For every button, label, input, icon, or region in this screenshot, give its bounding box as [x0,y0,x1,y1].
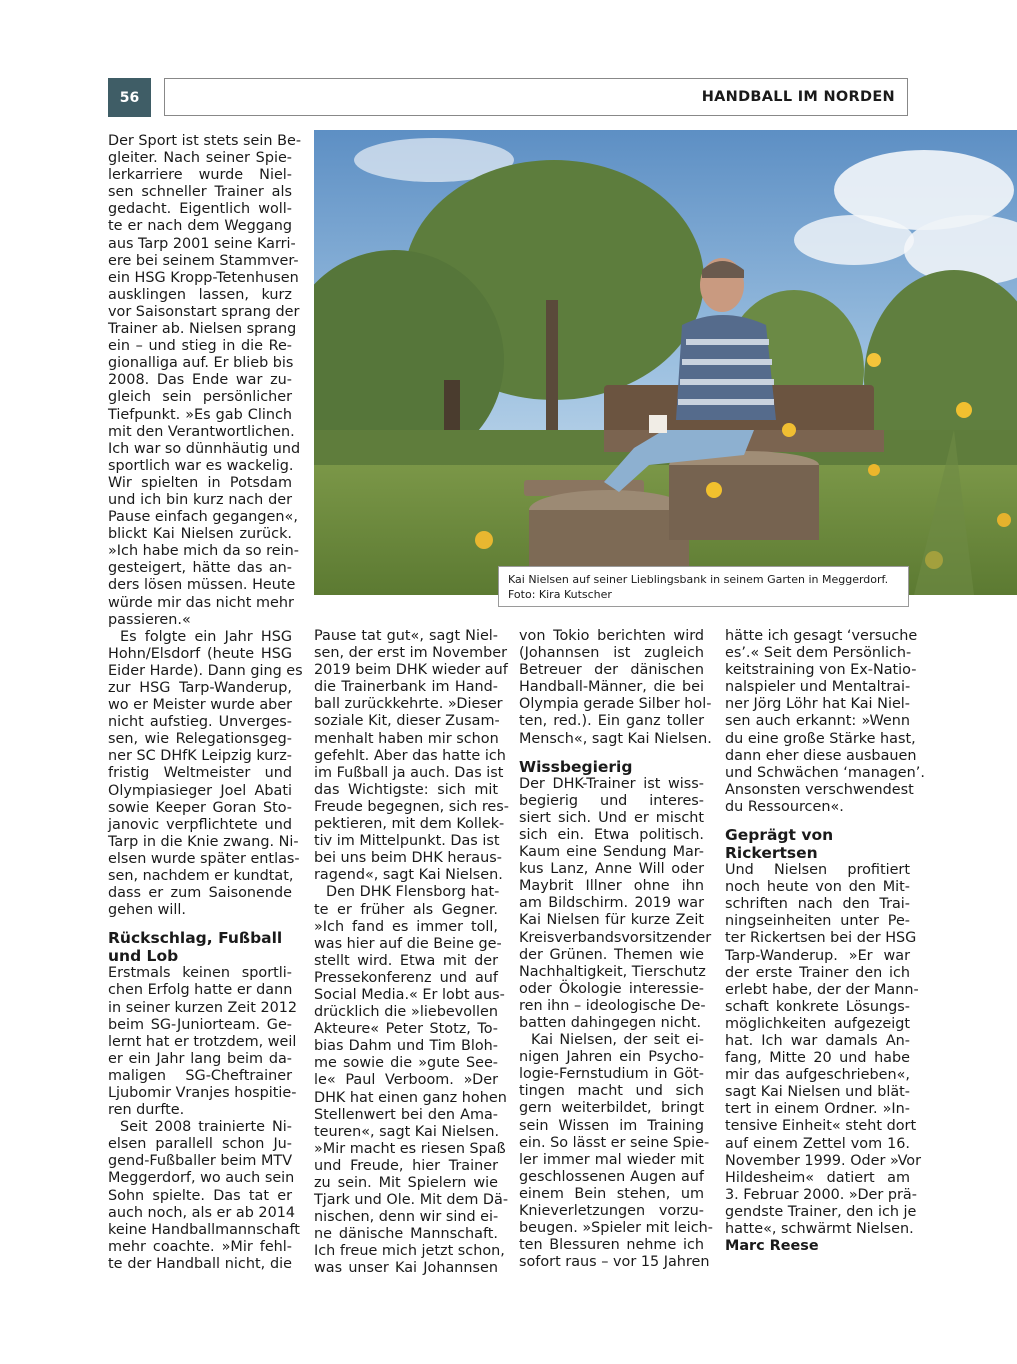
text-line: möglichkeiten aufgezeigt [725,1015,910,1032]
text-line: ein HSG Kropp-Tetenhusen [108,269,299,286]
text-line: du eine große Stärke hast, [725,730,916,747]
text-line: Social Media.« Er lobt aus- [314,986,505,1003]
text-line: Freude begegnen, sich res- [314,798,509,815]
text-line: Seit 2008 trainierte Ni- [120,1119,292,1136]
text-line: gesteigert, hätte das an- [108,560,292,577]
text-line: logie-Fernstudium in Göt- [519,1066,704,1083]
text-line: batten dahingegen nicht. [519,1014,702,1031]
text-line: ren ihn – ideologische De- [519,997,706,1014]
text-line: Stellenwert bei den Ama- [314,1106,498,1123]
text-line: aus Tarp 2001 seine Karri- [108,235,296,252]
text-line: von Tokio berichten wird [519,628,704,644]
text-line: beugen. »Spieler mit leich- [519,1220,713,1237]
text-line: me sowie die »gute See- [314,1055,498,1072]
text-line: (Johannsen ist zugleich [519,645,704,662]
text-line: mir das aufgeschrieben«, [725,1067,910,1084]
text-line: in seiner kurzen Zeit 2012 [108,999,298,1016]
text-line: es’.« Seit dem Persönlich- [725,645,912,662]
subheading: und Lob [108,947,179,966]
text-line: keine Handballmannschaft [108,1221,300,1238]
text-line: Ljubomir Vranjes hospitie- [108,1084,297,1101]
text-line: du Ressourcen«. [725,798,844,815]
text-line: am Bildschirm. 2019 war [519,895,704,912]
text-line: teuren«, sagt Kai Nielsen. [314,1123,500,1140]
text-line: dass er zum Saisonende [108,885,292,902]
text-line: menhalt haben mir schon [314,730,499,747]
text-line: gleiter. Nach seiner Spie- [108,150,292,167]
text-line: noch heute von den Mit- [725,879,910,896]
text-line: te der Handball nicht, die [108,1255,292,1272]
text-line: Pressekonferenz und auf [314,969,498,986]
article-column-3 [519,628,713,1271]
text-line: ler immer mal wieder mit [519,1151,704,1168]
text-line: der erste Trainer den ich [725,964,910,981]
text-line: Maybrit Illner ohne ihn [519,878,704,895]
text-line: keitstraining von Ex-Natio- [725,662,917,679]
text-line: ne dänische Mannschaft. [314,1226,498,1243]
subheading: Rückschlag, Fußball [108,929,283,948]
text-line: Meggerdorf, wo auch sein [108,1170,295,1187]
text-line: ders lösen müssen. Heute [108,577,296,594]
text-line: Der Sport ist stets sein Be- [108,133,302,149]
text-line: maligen SG-Cheftrainer [108,1067,292,1084]
text-line: Sohn spielte. Das tat er [108,1187,292,1204]
text-line: Betreuer der dänischen [519,662,704,679]
text-line: Wir spielten in Potsdam [108,474,292,491]
text-line: tingen macht und sich [519,1083,704,1100]
text-line: ten Blessuren nehme ich [519,1237,704,1254]
text-line: tert in einem Ordner. »In- [725,1101,910,1118]
text-line: ragend«, sagt Kai Nielsen. [314,867,503,884]
text-line: elsen wurde später entlas- [108,850,300,867]
text-line: hatte«, schwärmt Nielsen. [725,1221,914,1237]
text-line: erlebt habe, der der Mann- [725,981,919,998]
text-line: Tjark und Ole. Mit dem Dä- [314,1192,509,1209]
text-line: nalspieler und Mentaltrai- [725,679,911,696]
text-line: Olympiasieger Joel Abati [108,782,292,799]
text-line: nigen Jahren ein Psycho- [519,1049,704,1066]
section-title: HANDBALL IM NORDEN [701,89,895,105]
author-byline: Marc Reese [725,1238,819,1255]
text-line: ein – und stieg in die Re- [108,338,292,355]
text-line: und Schwächen ‘managen’. [725,764,925,781]
text-line: »Mir macht es riesen Spaß [314,1140,506,1157]
text-line: Knieverletzungen vorzu- [519,1203,704,1219]
text-line: gleich sein persönlicher [108,389,292,406]
text-line: schaft konkrete Lösungs- [725,998,910,1015]
text-line: einem Bein stehen, um [519,1185,704,1202]
text-line: 3. Februar 2000. »Der prä- [725,1186,917,1203]
text-line: und ich bin kurz nach der [108,491,292,508]
text-line: mit den Verantwortlichen. [108,423,295,440]
text-line: le« Paul Verboom. »Der [314,1072,498,1089]
text-line: auch noch, als er ab 2014 [108,1204,296,1221]
text-line: gehen will. [108,902,186,919]
text-line: Tiefpunkt. »Es gab Clinch [108,406,292,423]
text-line: ner SC DHfK Leipzig kurz- [108,748,292,765]
text-line: gend-Fußballer beim MTV [108,1153,293,1170]
text-line: hätte ich gesagt ‘versuche [725,628,918,644]
text-line: mehr coachte. »Mir fehl- [108,1238,292,1255]
paragraph-gap [519,748,704,758]
text-line: ere bei seinem Stammver- [108,252,299,269]
text-line: wo er Meister wurde aber [108,697,293,714]
text-line: janovic verpflichtete und [108,816,292,833]
text-line: lerkarriere wurde Niel- [108,167,292,184]
text-line: zur HSG Tarp-Wanderup, [108,680,292,696]
text-line: kus Lanz, Anne Will oder [519,861,704,878]
text-line: »Ich habe mich da so rein- [108,543,299,560]
paragraph-gap [108,919,292,929]
text-line: gern weiterbildet, bringt [519,1100,704,1117]
text-line: sein Wissen im Training [519,1117,704,1134]
subheading: Geprägt von [725,826,834,845]
text-line: dann eher diese ausbauen [725,747,917,764]
text-line: Den DHK Flensborg hat- [326,884,500,901]
text-line: stellt wird. Etwa mit der [314,952,498,969]
text-line: elsen parallell schon Ju- [108,1136,292,1153]
article-photo [314,130,1017,595]
text-line: November 1999. Oder »Vor [725,1152,922,1169]
text-line: oder Ökologie interessie- [519,980,704,997]
article-column-2 [314,628,509,1278]
text-line: Kreisverbandsvorsitzender [519,929,712,946]
text-line: ball zurückkehrte. »Dieser [314,696,503,713]
text-line: sen schneller Trainer als [108,184,292,201]
text-line: 2019 beim DHK wieder auf [314,662,508,679]
text-line: gendste Trainer, den ich je [725,1203,917,1220]
text-line: bei uns beim DHK heraus- [314,850,502,867]
text-line: sowie Keeper Goran Sto- [108,799,292,816]
text-line: pektieren, mit dem Kollek- [314,816,505,833]
article-column-1 [108,133,303,1273]
text-line: Pause einfach gegangen«, [108,509,298,526]
text-line: Tarp in die Knie zwang. Ni- [108,833,299,850]
subheading: Wissbegierig [519,757,633,776]
text-line: der Grünen. Themen wie [519,946,704,963]
text-line: Akteure« Peter Stotz, To- [314,1021,498,1038]
text-line: ningseinheiten unter Pe- [725,913,910,930]
text-line: Trainer ab. Nielsen sprang [108,321,297,338]
text-line: Pause tat gut«, sagt Niel- [314,628,498,644]
text-line: hat. Ich war damals An- [725,1032,910,1049]
text-line: chen Erfolg hatte er dann [108,982,293,999]
text-line: und Freude, hier Trainer [314,1157,498,1174]
text-line: Eider Harde). Dann ging es [108,662,303,679]
text-line: geschlossenen Augen auf [519,1168,704,1185]
text-line: blickt Kai Nielsen zurück. [108,526,292,543]
text-line: sen auch erkannt: »Wenn [725,713,910,730]
text-line: DHK hat einen ganz hohen [314,1089,507,1106]
text-line: bias Dahm und Tim Bloh- [314,1038,498,1055]
caption-credit: Foto: Kira Kutscher [508,588,612,601]
text-line: passieren.« [108,611,191,628]
text-line: Und Nielsen profitiert [725,862,910,879]
text-line: Ich freue mich jetzt schon, [314,1243,505,1260]
text-line: sportlich war es wackelig. [108,457,294,474]
text-line: sich ein. Etwa politisch. [519,826,704,843]
caption-text: Kai Nielsen auf seiner Lieblingsbank in seinem Garten in Meggerdorf. [508,573,889,586]
paragraph-gap [725,816,910,826]
text-line: würde mir das nicht mehr [108,594,294,611]
text-line: nicht aufstieg. Unverges- [108,714,292,731]
text-line: Hohn/Elsdorf (heute HSG [108,645,292,662]
subheading: Rickertsen [725,844,818,863]
text-line: sen, der erst im November [314,645,508,662]
text-line: tiv im Mittelpunkt. Das ist [314,833,500,850]
text-line: das Wichtigste: sich mit [314,781,498,798]
text-line: begierig und interes- [519,792,704,809]
text-line: beim SG-Juniorteam. Ge- [108,1016,292,1033]
text-line: Hildesheim« datiert am [725,1169,910,1186]
text-line: Handball-Männer, die bei [519,679,704,696]
text-line: 2008. Das Ende war zu- [108,372,292,389]
text-line: ein. So lässt er seine Spie- [519,1134,710,1151]
text-line: ausklingen lassen, kurz [108,286,292,303]
text-line: lernt hat er trotzdem, weil [108,1033,297,1050]
text-line: schriften nach den Trai- [725,896,910,913]
text-line: was hier auf die Beine ge- [314,935,502,952]
text-line: er ein Jahr lang beim da- [108,1050,292,1067]
text-line: Kai Nielsen für kurze Zeit [519,912,704,929]
text-line: Mensch«, sagt Kai Nielsen. [519,730,712,747]
text-line: Der DHK-Trainer ist wiss- [519,775,704,792]
text-line: nischen, denn wir sind ei- [314,1209,499,1226]
text-line: sofort raus – vor 15 Jahren [519,1254,710,1271]
text-line: ner Jörg Löhr hat Kai Niel- [725,696,910,713]
text-line: ren durfte. [108,1102,185,1119]
text-line: was unser Kai Johannsen [314,1260,498,1277]
text-line: sen, nachdem er kundtat, [108,868,294,885]
text-line: ten, red.). Ein ganz toller [519,713,704,730]
text-line: Nachhaltigkeit, Tierschutz [519,963,706,980]
page-number: 56 [108,78,151,117]
text-line: auf einem Zettel vom 16. [725,1135,910,1152]
text-line: Olympia gerade Silber hol- [519,696,712,713]
text-line: zu sein. Mit Spielern wie [314,1175,498,1191]
text-line: ter Rickertsen bei der HSG [725,930,917,947]
text-line: »Ich fand es immer toll, [314,918,498,935]
text-line: im Fußball ja auch. Das ist [314,764,504,781]
text-line: drücklich die »liebevollen [314,1004,498,1021]
photo-caption [498,566,909,607]
text-line: fristig Weltmeister und [108,765,292,782]
text-line: Kai Nielsen, der seit ei- [531,1032,704,1049]
text-line: gedacht. Eigentlich woll- [108,201,292,218]
text-line: siert sich. Und er mischt [519,809,704,826]
text-line: tensive Einheit« steht dort [725,1118,917,1135]
text-line: Tarp-Wanderup. »Er war [725,947,910,964]
text-line: Erstmals keinen sportli- [108,965,292,982]
text-line: gefehlt. Aber das hatte ich [314,747,506,764]
text-line: sagt Kai Nielsen und blät- [725,1084,910,1101]
article-column-4 [725,628,925,1255]
text-line: te er nach dem Weggang [108,218,292,235]
text-line: Es folgte ein Jahr HSG [120,628,292,645]
text-line: soziale Kit, dieser Zusam- [314,713,500,730]
text-line: te er früher als Gegner. [314,901,498,918]
text-line: die Trainerbank im Hand- [314,679,498,696]
text-line: vor Saisonstart sprang der [108,303,300,320]
text-line: Ansonsten verschwendest [725,781,914,798]
text-line: Ich war so dünnhäutig und [108,440,301,457]
text-line: gionalliga auf. Er blieb bis [108,355,294,372]
text-line: Kaum eine Sendung Mar- [519,844,704,861]
section-header [164,78,908,116]
text-line: fang, Mitte 20 und habe [725,1050,910,1067]
text-line: sen, wie Relegationsgeg- [108,731,292,748]
